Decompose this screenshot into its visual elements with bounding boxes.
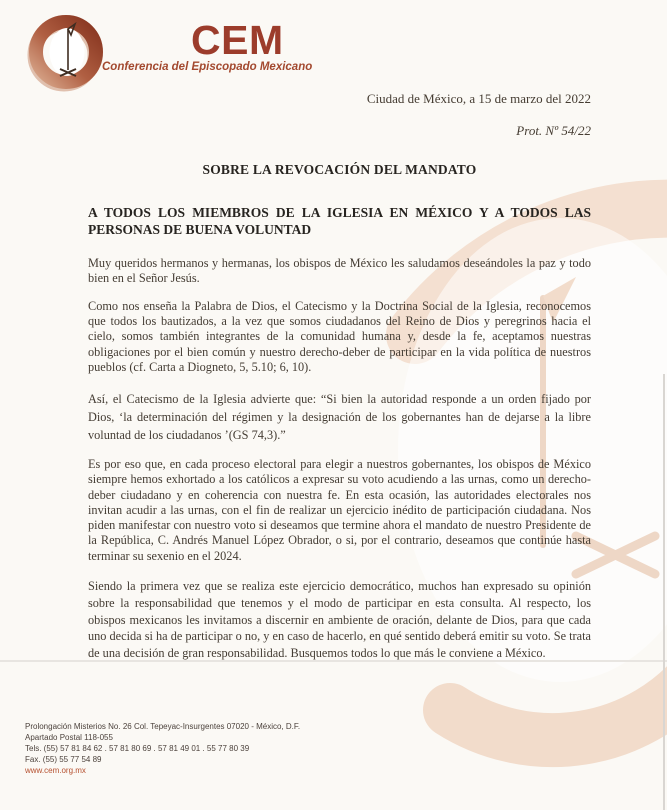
footer-address-line2: Apartado Postal 118-055 [25,733,113,742]
footer-phones: Tels. (55) 57 81 84 62 . 57 81 80 69 . 57 81 49 01 . 55 77 80 39 [25,744,250,753]
paragraph-discernment: Siendo la primera vez que se realiza este ejercicio democrático, muchos han expresado su opinión sobre la responsabilidad que tenemos y el modo de participar en esta consulta. Al respecto, los obispos mexicanos les invitamos a discernir en ambiente de oración, delante de Dios, para que cada uno decida si ha de participar o no, y en caso de hacerlo, en qué sentido deberá emitir su voto. Se trata de una decisión de gran responsabilidad. Busquemos todos lo que más le conviene a México. [88,579,591,661]
cem-logo-icon [24,11,108,95]
org-acronym: CEM [191,17,284,63]
website-link[interactable]: www.cem.org.mx [25,766,86,775]
paragraph-greeting: Muy queridos hermanos y hermanas, los obispos de México les saludamos deseándoles la paz y todo bien en el Señor Jesús. [88,256,591,286]
document-title: SOBRE LA REVOCACIÓN DEL MANDATO [202,162,477,177]
footer-address-line1: Prolongación Misterios No. 26 Col. Tepeyac-Insurgentes 07020 - México, D.F. [25,722,301,731]
paragraph-doctrine: Como nos enseña la Palabra de Dios, el Catecismo y la Doctrina Social de la Iglesia, reconocemos que todos los bautizados, a la vez que somos ciudadanos del Reino de Dios y peregrinos hacia el cielo, somos también integrantes de la comunidad humana y, desde la fe, aceptamos nuestras obligaciones por el bien común y nuestro derecho-deber de participar en la vida política de nuestros pueblos (cf. Carta a Diogneto, 5, 5.10; 6, 10). [88,299,591,374]
page-right-edge-line [663,374,665,810]
salutation-heading: A TODOS LOS MIEMBROS DE LA IGLESIA EN MÉXICO Y A TODOS LAS PERSONAS DE BUENA VOLUNTAD [88,205,591,237]
letterhead-footer [25,721,300,776]
paragraph-catechism-quote: Así, el Catecismo de la Iglesia advierte que: “Si bien la autoridad responde a un orden fijado por Dios, ‘la determinación del régimen y la designación de los gobernantes han de dejarse a la libre voluntad de los ciudadanos ’(GS 74,3).” [88,392,591,443]
footer-fax: Fax. (55) 55 77 54 89 [25,755,102,764]
dateline: Ciudad de México, a 15 de marzo del 2022 [366,91,591,106]
org-name: Conferencia del Episcopado Mexicano [102,61,313,73]
paragraph-electoral-exercise: Es por eso que, en cada proceso electoral para elegir a nuestros gobernantes, los obispos de México siempre hemos exhortado a los católicos a expresar su voto acudiendo a las urnas, como un derecho-deber ciudadano y en coherencia con nuestra fe. En esta ocasión, las autoridades electorales nos invitan acudir a las urnas, con el fin de realizar un ejercicio inédito de participación ciudadana. Nos piden manifestar con nuestro voto si deseamos que termine ahora el mandato de nuestro Presidente de la República, C. Andrés Manuel López Obrador, o si, por el contrario, deseamos que continúe hasta terminar su sexenio en el 2024. [88,457,591,563]
protocol-number: Prot. Nº 54/22 [516,123,591,138]
